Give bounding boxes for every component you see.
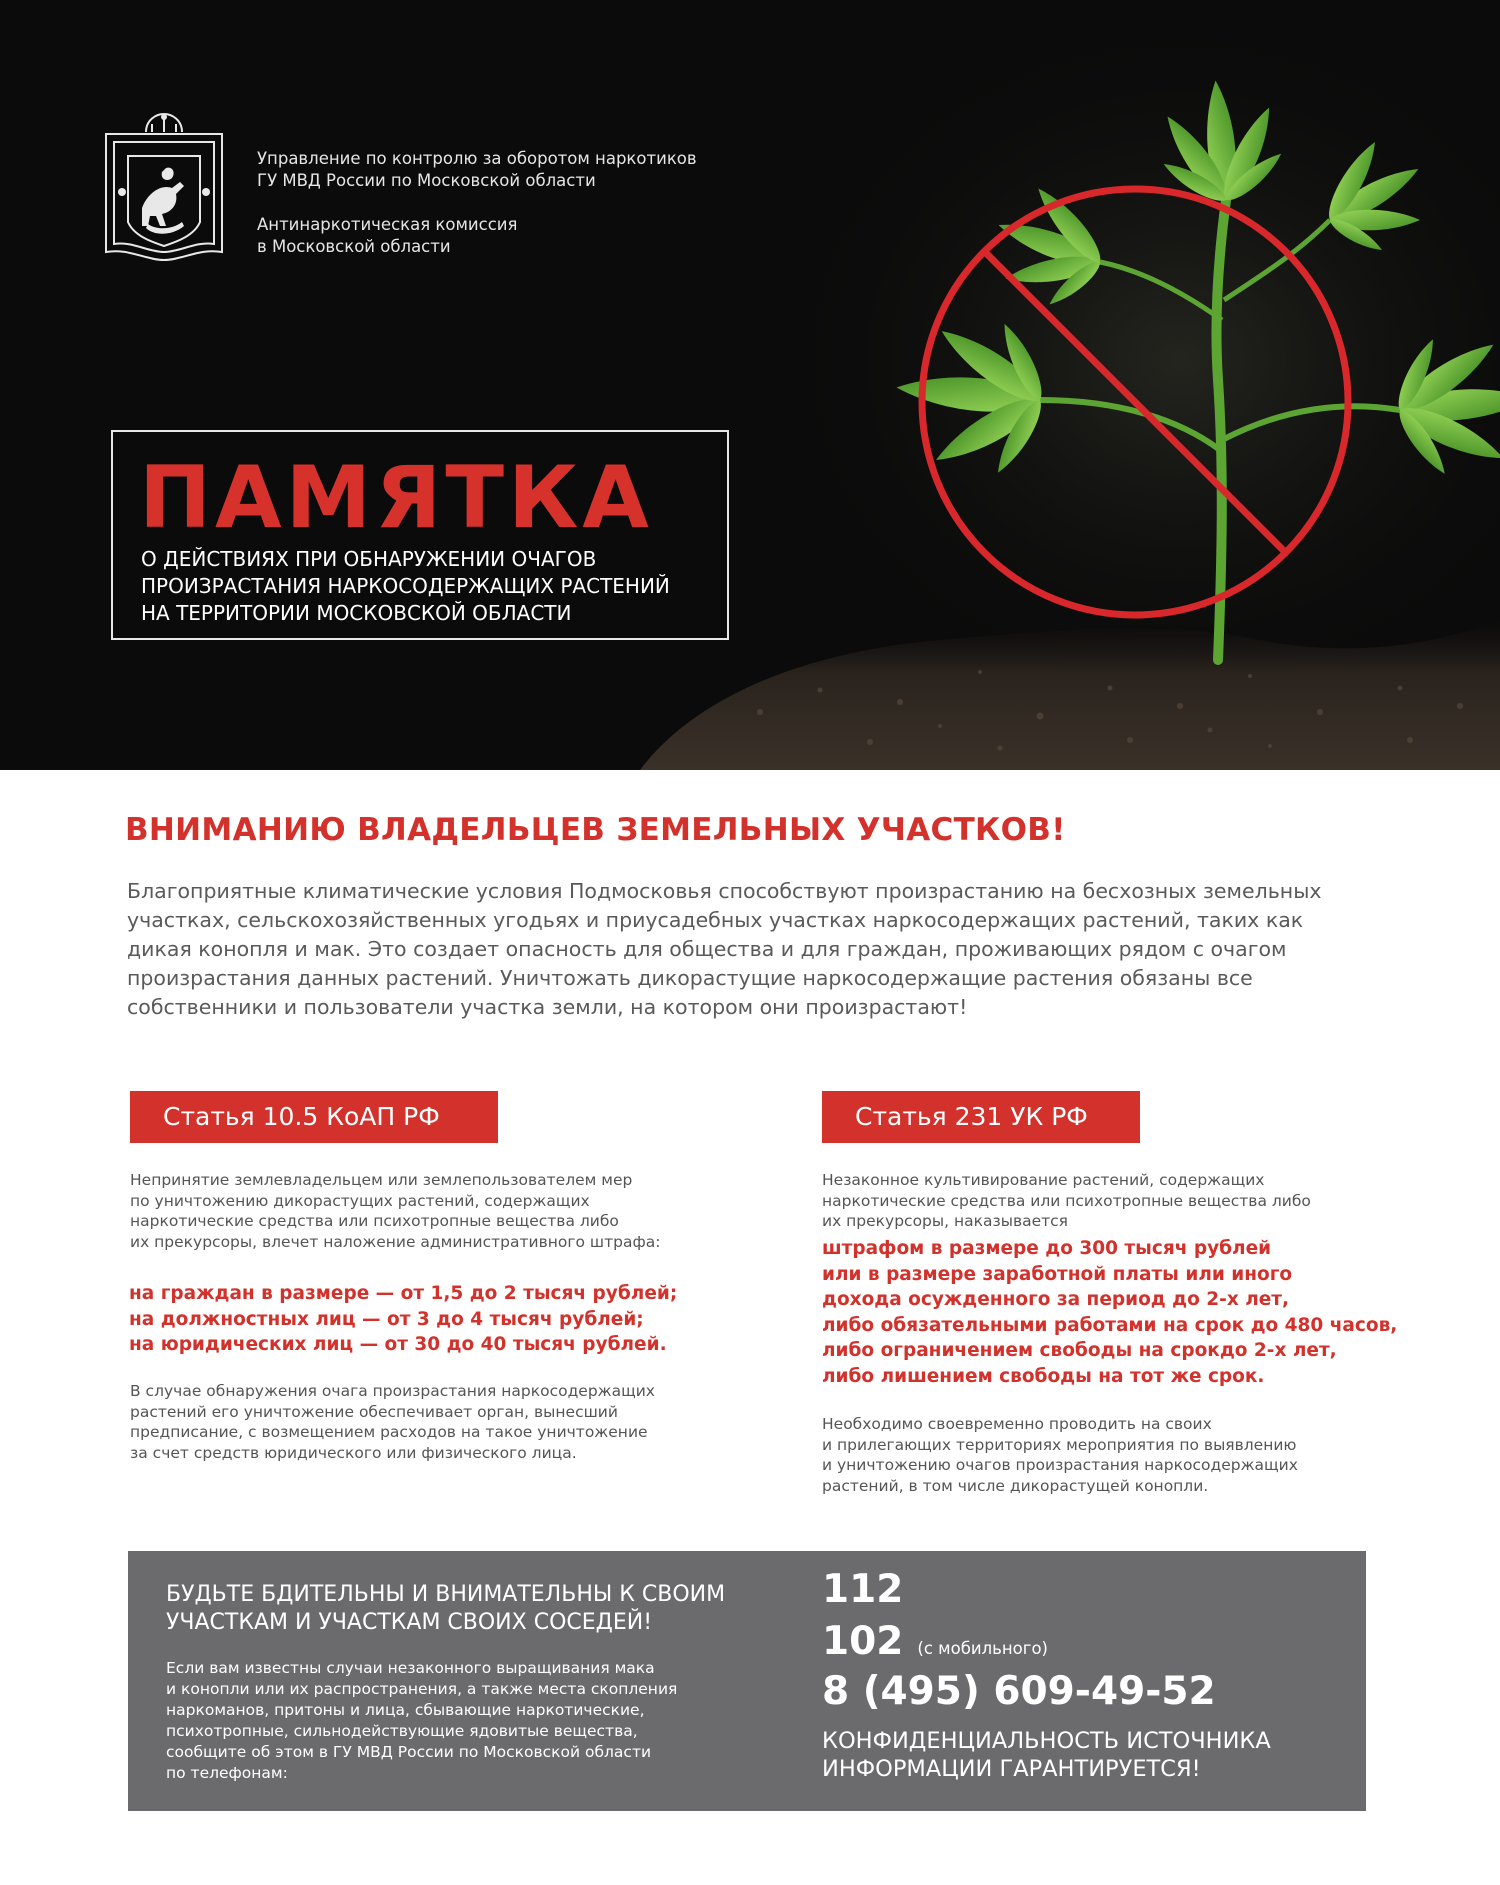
phone-102[interactable]: 102: [822, 1619, 904, 1664]
confidentiality-line: ИНФОРМАЦИИ ГАРАНТИРУЕТСЯ!: [822, 1756, 1201, 1782]
memo-subtitle: [141, 546, 670, 627]
report-line: сообщите об этом в ГУ МВД России по Московской области: [166, 1743, 652, 1761]
article-uk-note-line: Необходимо своевременно проводить на своих: [822, 1415, 1212, 1433]
report-instructions: [166, 1658, 677, 1784]
phone-102-note: (с мобильного): [917, 1639, 1048, 1658]
article-koap-note-line: за счет средств юридического или физического лица.: [130, 1443, 577, 1462]
vigilance-heading: [166, 1581, 725, 1637]
article-uk-note-line: и уничтожению очагов произрастания наркосодержащих: [822, 1456, 1298, 1474]
moscow-oblast-coat-of-arms-icon: [102, 112, 226, 262]
memo-subtitle-line: НА ТЕРРИТОРИИ МОСКОВСКОЙ ОБЛАСТИ: [141, 601, 572, 625]
org1-line: Управление по контролю за оборотом наркотиков: [257, 149, 697, 168]
memo-subtitle-line: ПРОИЗРАСТАНИЯ НАРКОСОДЕРЖАЩИХ РАСТЕНИЙ: [141, 574, 670, 598]
article-koap-text: [130, 1170, 660, 1252]
article-koap-text-line: их прекурсоры, влечет наложение административного штрафа:: [130, 1232, 661, 1251]
phone-112[interactable]: 112: [822, 1567, 904, 1612]
article-koap-note-line: предписание, с возмещением расходов на такое уничтожение: [130, 1423, 648, 1441]
article-uk-note: [822, 1414, 1298, 1496]
article-uk-note-line: растений, в том числе дикорастущей конопли.: [822, 1476, 1209, 1495]
memo-title: ПАМЯТКА: [139, 448, 653, 548]
penalty-line: или в размере заработной платы или иного: [822, 1263, 1293, 1285]
article-uk-text-line: наркотические средства или психотропные вещества либо: [822, 1191, 1311, 1210]
memo-title-box: [111, 430, 729, 640]
report-line: Если вам известны случаи незаконного выращивания мака: [166, 1659, 655, 1677]
article-uk-penalties: [822, 1236, 1397, 1389]
report-line: по телефонам:: [166, 1764, 288, 1782]
article-uk-text: [822, 1170, 1311, 1232]
article-uk-text-line: их прекурсоры, наказывается: [822, 1212, 1069, 1230]
vigilance-line: УЧАСТКАМ И УЧАСТКАМ СВОИХ СОСЕДЕЙ!: [166, 1610, 653, 1635]
article-koap-text-line: наркотические средства или психотропные вещества либо: [130, 1212, 619, 1230]
vigilance-line: БУДЬТЕ БДИТЕЛЬНЫ И ВНИМАТЕЛЬНЫ К СВОИМ: [166, 1582, 726, 1607]
penalty-line: либо лишением свободы на тот же срок.: [822, 1365, 1265, 1387]
report-line: психотропные, сильнодействующие ядовитые вещества,: [166, 1722, 638, 1740]
hero-banner: [0, 0, 1500, 770]
article-koap-text-line: по уничтожению дикорастущих растений, содержащих: [130, 1191, 590, 1210]
contact-panel: [128, 1551, 1366, 1811]
memo-subtitle-line: О ДЕЙСТВИЯХ ПРИ ОБНАРУЖЕНИИ ОЧАГОВ: [141, 547, 597, 571]
intro-paragraph: [127, 877, 1322, 1022]
penalty-line: дохода осужденного за период до 2-х лет,: [822, 1289, 1290, 1310]
org1-line: ГУ МВД России по Московской области: [257, 171, 596, 190]
fine-line: на юридических лиц — от 30 до 40 тысяч рублей.: [129, 1334, 667, 1355]
org2-line: в Московской области: [257, 237, 451, 256]
fine-line: на должностных лиц — от 3 до 4 тысяч рублей;: [129, 1308, 644, 1330]
intro-line: Благоприятные климатические условия Подмосковья способствуют произрастанию на бесхозных земельных: [127, 879, 1322, 903]
article-uk-text-line: Незаконное культивирование растений, содержащих: [822, 1171, 1265, 1189]
article-uk-badge: Статья 231 УК РФ: [822, 1091, 1140, 1143]
intro-line: собственники и пользователи участка земли, на котором они произрастают!: [127, 995, 968, 1019]
report-line: и конопли или их распространения, а также места скопления: [166, 1680, 678, 1698]
notice-heading: ВНИМАНИЮ ВЛАДЕЛЬЦЕВ ЗЕМЕЛЬНЫХ УЧАСТКОВ!: [125, 812, 1066, 848]
article-koap-fines: [129, 1281, 677, 1358]
fine-line: на граждан в размере — от 1,5 до 2 тысяч рублей;: [129, 1283, 678, 1304]
phone-102-row: [822, 1619, 1048, 1672]
confidentiality-note: [822, 1727, 1271, 1783]
article-uk-note-line: и прилегающих территориях мероприятия по выявлению: [822, 1435, 1297, 1454]
article-koap-note: [130, 1381, 655, 1463]
article-koap-badge: Статья 10.5 КоАП РФ: [130, 1091, 498, 1143]
article-koap-note-line: В случае обнаружения очага произрастания наркосодержащих: [130, 1382, 655, 1400]
penalty-line: либо ограничением свободы на срокдо 2-х лет,: [822, 1340, 1337, 1361]
article-koap-note-line: растений его уничтожение обеспечивает орган, вынесший: [130, 1402, 618, 1421]
org2-line: Антинаркотическая комиссия: [257, 215, 518, 234]
intro-line: произрастания данных растений. Уничтожать дикорастущие наркосодержащие растения обязаны все: [127, 966, 1253, 990]
penalty-line: штрафом в размере до 300 тысяч рублей: [822, 1238, 1272, 1259]
confidentiality-line: КОНФИДЕНЦИАЛЬНОСТЬ ИСТОЧНИКА: [822, 1728, 1271, 1754]
phone-main[interactable]: 8 (495) 609-49-52: [822, 1669, 1216, 1714]
organization-header: [257, 148, 697, 280]
article-koap-text-line: Непринятие землевладельцем или землепользователем мер: [130, 1171, 633, 1189]
intro-line: дикая конопля и мак. Это создает опасность для общества и для граждан, проживающих рядом с очагом: [127, 937, 1287, 961]
penalty-line: либо обязательными работами на срок до 480 часов,: [822, 1314, 1398, 1336]
report-line: наркоманов, притоны и лица, сбывающие наркотические,: [166, 1701, 645, 1719]
intro-line: участках, сельскохозяйственных угодьях и приусадебных участках наркосодержащих растений, таких как: [127, 908, 1304, 932]
